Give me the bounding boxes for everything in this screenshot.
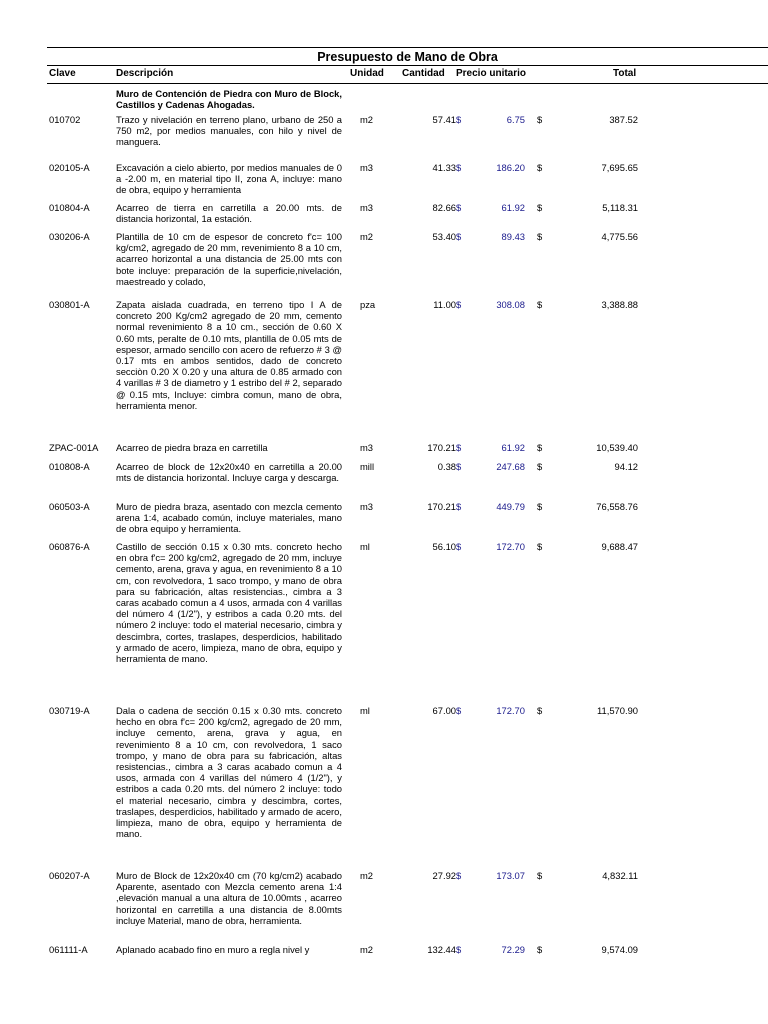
row-total: 76,558.76	[596, 501, 638, 512]
row-clave: 060503-A	[49, 501, 90, 512]
header-cantidad: Cantidad	[402, 68, 445, 79]
row-precio: 172.70	[496, 705, 525, 716]
table-row	[47, 501, 768, 541]
header-descripcion: Descripción	[116, 68, 174, 79]
row-total-currency: $	[537, 541, 543, 552]
table-row	[47, 202, 768, 231]
header-clave: Clave	[49, 68, 76, 79]
row-precio: 172.70	[496, 541, 525, 552]
row-total: 387.52	[609, 114, 638, 125]
row-precio: 6.75	[506, 114, 525, 125]
row-total: 5,118.31	[602, 202, 638, 213]
row-cantidad: 82.66	[432, 202, 456, 213]
row-precio-currency: $	[456, 202, 462, 213]
header-unidad: Unidad	[350, 68, 384, 79]
row-clave: 030719-A	[49, 705, 90, 716]
row-clave: 010702	[49, 114, 81, 125]
row-precio-currency: $	[456, 442, 462, 453]
row-total-currency: $	[537, 299, 543, 310]
section-title: Muro de Contención de Piedra con Muro de Block, Castillos y Cadenas Ahogadas.	[116, 88, 342, 111]
row-unidad: m2	[360, 870, 374, 881]
row-total-currency: $	[537, 442, 543, 453]
row-unidad: m2	[360, 944, 374, 955]
table-body	[47, 114, 768, 974]
row-total-currency: $	[537, 231, 543, 242]
row-total-currency: $	[537, 944, 543, 955]
table-header	[47, 65, 768, 84]
row-cantidad: 0.38	[437, 461, 456, 472]
document-title: Presupuesto de Mano de Obra	[47, 47, 768, 65]
row-cantidad: 56.10	[432, 541, 456, 552]
row-unidad: mill	[360, 461, 375, 472]
row-unidad: m3	[360, 202, 374, 213]
row-clave: 030206-A	[49, 231, 90, 242]
row-precio: 72.29	[501, 944, 525, 955]
row-total-currency: $	[537, 162, 543, 173]
row-precio-currency: $	[456, 944, 462, 955]
row-total: 9,574.09	[601, 944, 638, 955]
row-precio-currency: $	[456, 705, 462, 716]
row-descripcion: Zapata aislada cuadrada, en terreno tipo I A de concreto 200 Kg/cm2 agregado de 20 mm, cemento normal revenimiento 8 a 10 cm., sección de 0.60 X 0.60 mts, peralte de 0.10 mts, plantilla de 0.05 mts de espesor, armado sencillo con acero de refuerzo # 3 @ 0.17 mts en ambos sentidos, dado de concreto secciòn 0.20 X 0.20 y una altura de 0.85 armado con 4 varillas # 3 de diametro y 1 estribo del # 2, separado @ 0.15 mts, Incluye: cimbra comun, mano de obra, herramienta menor.	[116, 299, 342, 411]
row-descripcion: Castillo de sección 0.15 x 0.30 mts. concreto hecho en obra f'c= 200 kg/cm2, agregado de 20 mm, incluye cemento, arena, grava y agua, en revenimiento 8 a 10 cm, con revolvedora, 1 saco trompo, y mano de obra para su fabricación, altas resistencias., cimbra a 3 caras acabado comun a 4 usos, armada con 4 varillas del número 4 (1/2"), y estribos a cada 0.20 mts. del número 2 incluye: todo el material necesario, cimbra y descimbra, cortes, traslapes, desperdicios, habilitado y armado de acero, limpieza, mano de obra, equipo y herramienta de mano.	[116, 541, 342, 665]
row-total-currency: $	[537, 114, 543, 125]
row-descripcion: Aplanado acabado fino en muro a regla nivel y	[116, 944, 310, 955]
row-clave: 061111-A	[49, 944, 88, 955]
row-unidad: ml	[360, 705, 370, 716]
row-clave: ZPAC-001A	[49, 442, 99, 453]
row-cantidad: 11.00	[433, 299, 456, 310]
row-precio-currency: $	[456, 541, 462, 552]
row-descripcion: Acarreo de piedra braza en carretilla	[116, 442, 268, 453]
row-cantidad: 67.00	[432, 705, 456, 716]
row-precio: 173.07	[496, 870, 525, 881]
row-clave: 030801-A	[49, 299, 90, 310]
row-total-currency: $	[537, 202, 543, 213]
row-cantidad: 53.40	[432, 231, 456, 242]
row-total-currency: $	[537, 705, 543, 716]
row-clave: 060207-A	[49, 870, 90, 881]
row-precio: 61.92	[501, 202, 525, 213]
table-row	[47, 231, 768, 299]
row-descripcion: Dala o cadena de sección 0.15 x 0.30 mts. concreto hecho en obra f'c= 200 kg/cm2, agregado de 20 mm, incluye cemento, arena, grava y agua, en revenimiento 8 a 10 cm, con revolvedora, 1 saco trompo, y mano de obra para su fabricación, altas resistencias., cimbra a 3 caras acabado comun a 4 usos, armada con 4 varillas del número 4 (1/2"), y estribos a cada 0.20 mts. del número 2 incluye: todo el material necesario, cimbra y descimbra, cortes, traslapes, desperdicios, habilitado y armado de acero, limpieza, mano de obra, equipo y herramienta de mano.	[116, 705, 342, 840]
row-precio: 308.08	[496, 299, 525, 310]
row-unidad: ml	[360, 541, 370, 552]
row-descripcion: Muro de piedra braza, asentado con mezcla cemento arena 1:4, acabado común, incluye materiales, mano de obra equipo y herramienta.	[116, 501, 342, 535]
table-row	[47, 114, 768, 162]
row-unidad: m3	[360, 501, 374, 512]
table-row	[47, 944, 768, 974]
row-unidad: m3	[360, 442, 374, 453]
row-cantidad: 170.21	[427, 501, 456, 512]
row-descripcion: Muro de Block de 12x20x40 cm (70 kg/cm2) acabado Aparente, asentado con Mezcla cemento arena 1:4 ,elevación manual a una altura de 10.00mts , acarreo horizontal en carretilla a una distancia de 8.00mts incluye Material, mano de obra, herramienta.	[116, 870, 342, 926]
row-unidad: m2	[360, 114, 374, 125]
row-precio: 247.68	[496, 461, 525, 472]
row-precio: 449.79	[496, 501, 525, 512]
row-clave: 010804-A	[49, 202, 90, 213]
row-total: 94.12	[614, 461, 638, 472]
row-descripcion: Excavación a cielo abierto, por medios manuales de 0 a -2.00 m, en material tipo II, zona A, incluye: mano de obra, equipo y herramienta	[116, 162, 342, 196]
row-clave: 060876-A	[49, 541, 90, 552]
row-clave: 010808-A	[49, 461, 90, 472]
row-precio: 186.20	[496, 162, 525, 173]
budget-document	[47, 47, 768, 974]
row-total: 10,539.40	[596, 442, 638, 453]
table-row	[47, 461, 768, 501]
row-precio: 61.92	[501, 442, 525, 453]
row-total: 7,695.65	[601, 162, 638, 173]
row-total: 4,832.11	[602, 870, 638, 881]
section-header-row	[47, 88, 768, 114]
row-unidad: pza	[360, 299, 376, 310]
row-precio-currency: $	[456, 162, 462, 173]
row-descripcion: Acarreo de block de 12x20x40 en carretilla a 20.00 mts de distancia horizontal. Incluye carga y descarga.	[116, 461, 342, 484]
row-cantidad: 27.92	[432, 870, 456, 881]
row-precio: 89.43	[501, 231, 525, 242]
row-unidad: m3	[360, 162, 374, 173]
row-descripcion: Trazo y nivelación en terreno plano, urbano de 250 a 750 m2, por medios manuales, con hilo y nivel de manguera.	[116, 114, 342, 148]
row-descripcion: Plantilla de 10 cm de espesor de concreto f'c= 100 kg/cm2, agregado de 20 mm, revenimiento 8 a 10 cm, acarreo horizontal a una distancia de 25.00 mts con bote incluye: preparación de la superficie,nivelación, maestreado y colado,	[116, 231, 342, 287]
row-cantidad: 57.41	[432, 114, 456, 125]
row-total-currency: $	[537, 501, 543, 512]
table-row	[47, 870, 768, 944]
row-precio-currency: $	[456, 299, 462, 310]
row-total-currency: $	[537, 870, 543, 881]
row-precio-currency: $	[456, 461, 462, 472]
header-precio: Precio unitario	[456, 68, 527, 79]
row-clave: 020105-A	[49, 162, 90, 173]
row-total: 9,688.47	[601, 541, 638, 552]
row-cantidad: 41.33	[432, 162, 456, 173]
row-total: 11,570.90	[596, 705, 638, 716]
row-cantidad: 132.44	[427, 944, 456, 955]
table-row	[47, 162, 768, 202]
row-cantidad: 170.21	[427, 442, 456, 453]
row-precio-currency: $	[456, 501, 462, 512]
row-total: 3,388.88	[601, 299, 638, 310]
row-total: 4,775.56	[601, 231, 638, 242]
row-precio-currency: $	[456, 231, 462, 242]
header-total: Total	[613, 68, 637, 79]
row-descripcion: Acarreo de tierra en carretilla a 20.00 mts. de distancia horizontal, 1a estación.	[116, 202, 342, 225]
row-precio-currency: $	[456, 114, 462, 125]
table-row	[47, 299, 768, 442]
row-precio-currency: $	[456, 870, 462, 881]
row-total-currency: $	[537, 461, 543, 472]
table-row	[47, 541, 768, 705]
table-row	[47, 705, 768, 870]
row-unidad: m2	[360, 231, 374, 242]
table-row	[47, 442, 768, 461]
